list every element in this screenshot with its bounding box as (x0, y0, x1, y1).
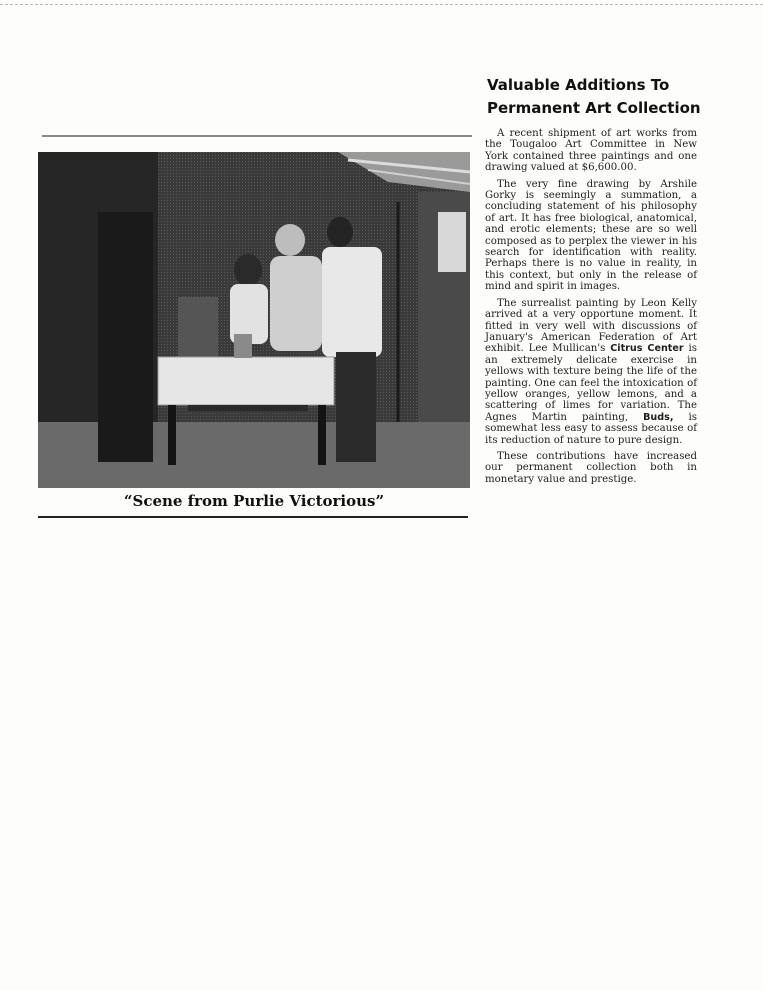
artwork-title-buds: Buds, (643, 411, 674, 423)
paragraph-3-part-b: is an extremely delicate exercise in yellows with texture being the life of the painting. One can feel the intoxication of yellow oranges, yellow lemons, and a scattering of limes for variation. The Agnes Martin painting, (485, 343, 697, 423)
paragraph-4: These contributions have increased our permanent collection both in monetary value and prestige. (485, 450, 697, 485)
photo-caption: “Scene from Purlie Victorious” (123, 492, 385, 510)
caption-rule (38, 516, 468, 518)
paragraph-3 (485, 298, 697, 446)
paragraph-1: A recent shipment of art works from the Tougaloo Art Committee in New York contained three paintings and one drawing valued at $6,600.00. (485, 128, 697, 174)
article-headline (487, 74, 747, 120)
paragraph-3-part-a: The surrealist painting by Leon Kelly arrived at a very opportune moment. It fitted in very well with discussions of January's American Federation of Art exhibit. Lee Mullican's (485, 297, 697, 355)
paragraph-2: The very fine drawing by Arshile Gorky is seemingly a summation, a concluding statement of his philosophy of art. It has free biological, anatomical, and erotic elements; these are so well composed as to perplex the viewer in his search for identification with reality. Perhaps there is no value in reality, in this context, but only in the release of mind and spirit in images. (485, 178, 697, 293)
headline-line-2: Permanent Art Collection (487, 99, 701, 117)
page-top-border (0, 4, 763, 5)
stage-photograph (38, 152, 470, 488)
artwork-title-citrus-center: Citrus Center (610, 343, 684, 355)
paragraph-3-part-c: is somewhat less easy to assess because of its reduction of nature to pure design. (485, 411, 697, 446)
headline-line-1: Valuable Additions To (487, 76, 670, 94)
article-body (485, 128, 697, 490)
photo-top-rule (42, 135, 472, 137)
